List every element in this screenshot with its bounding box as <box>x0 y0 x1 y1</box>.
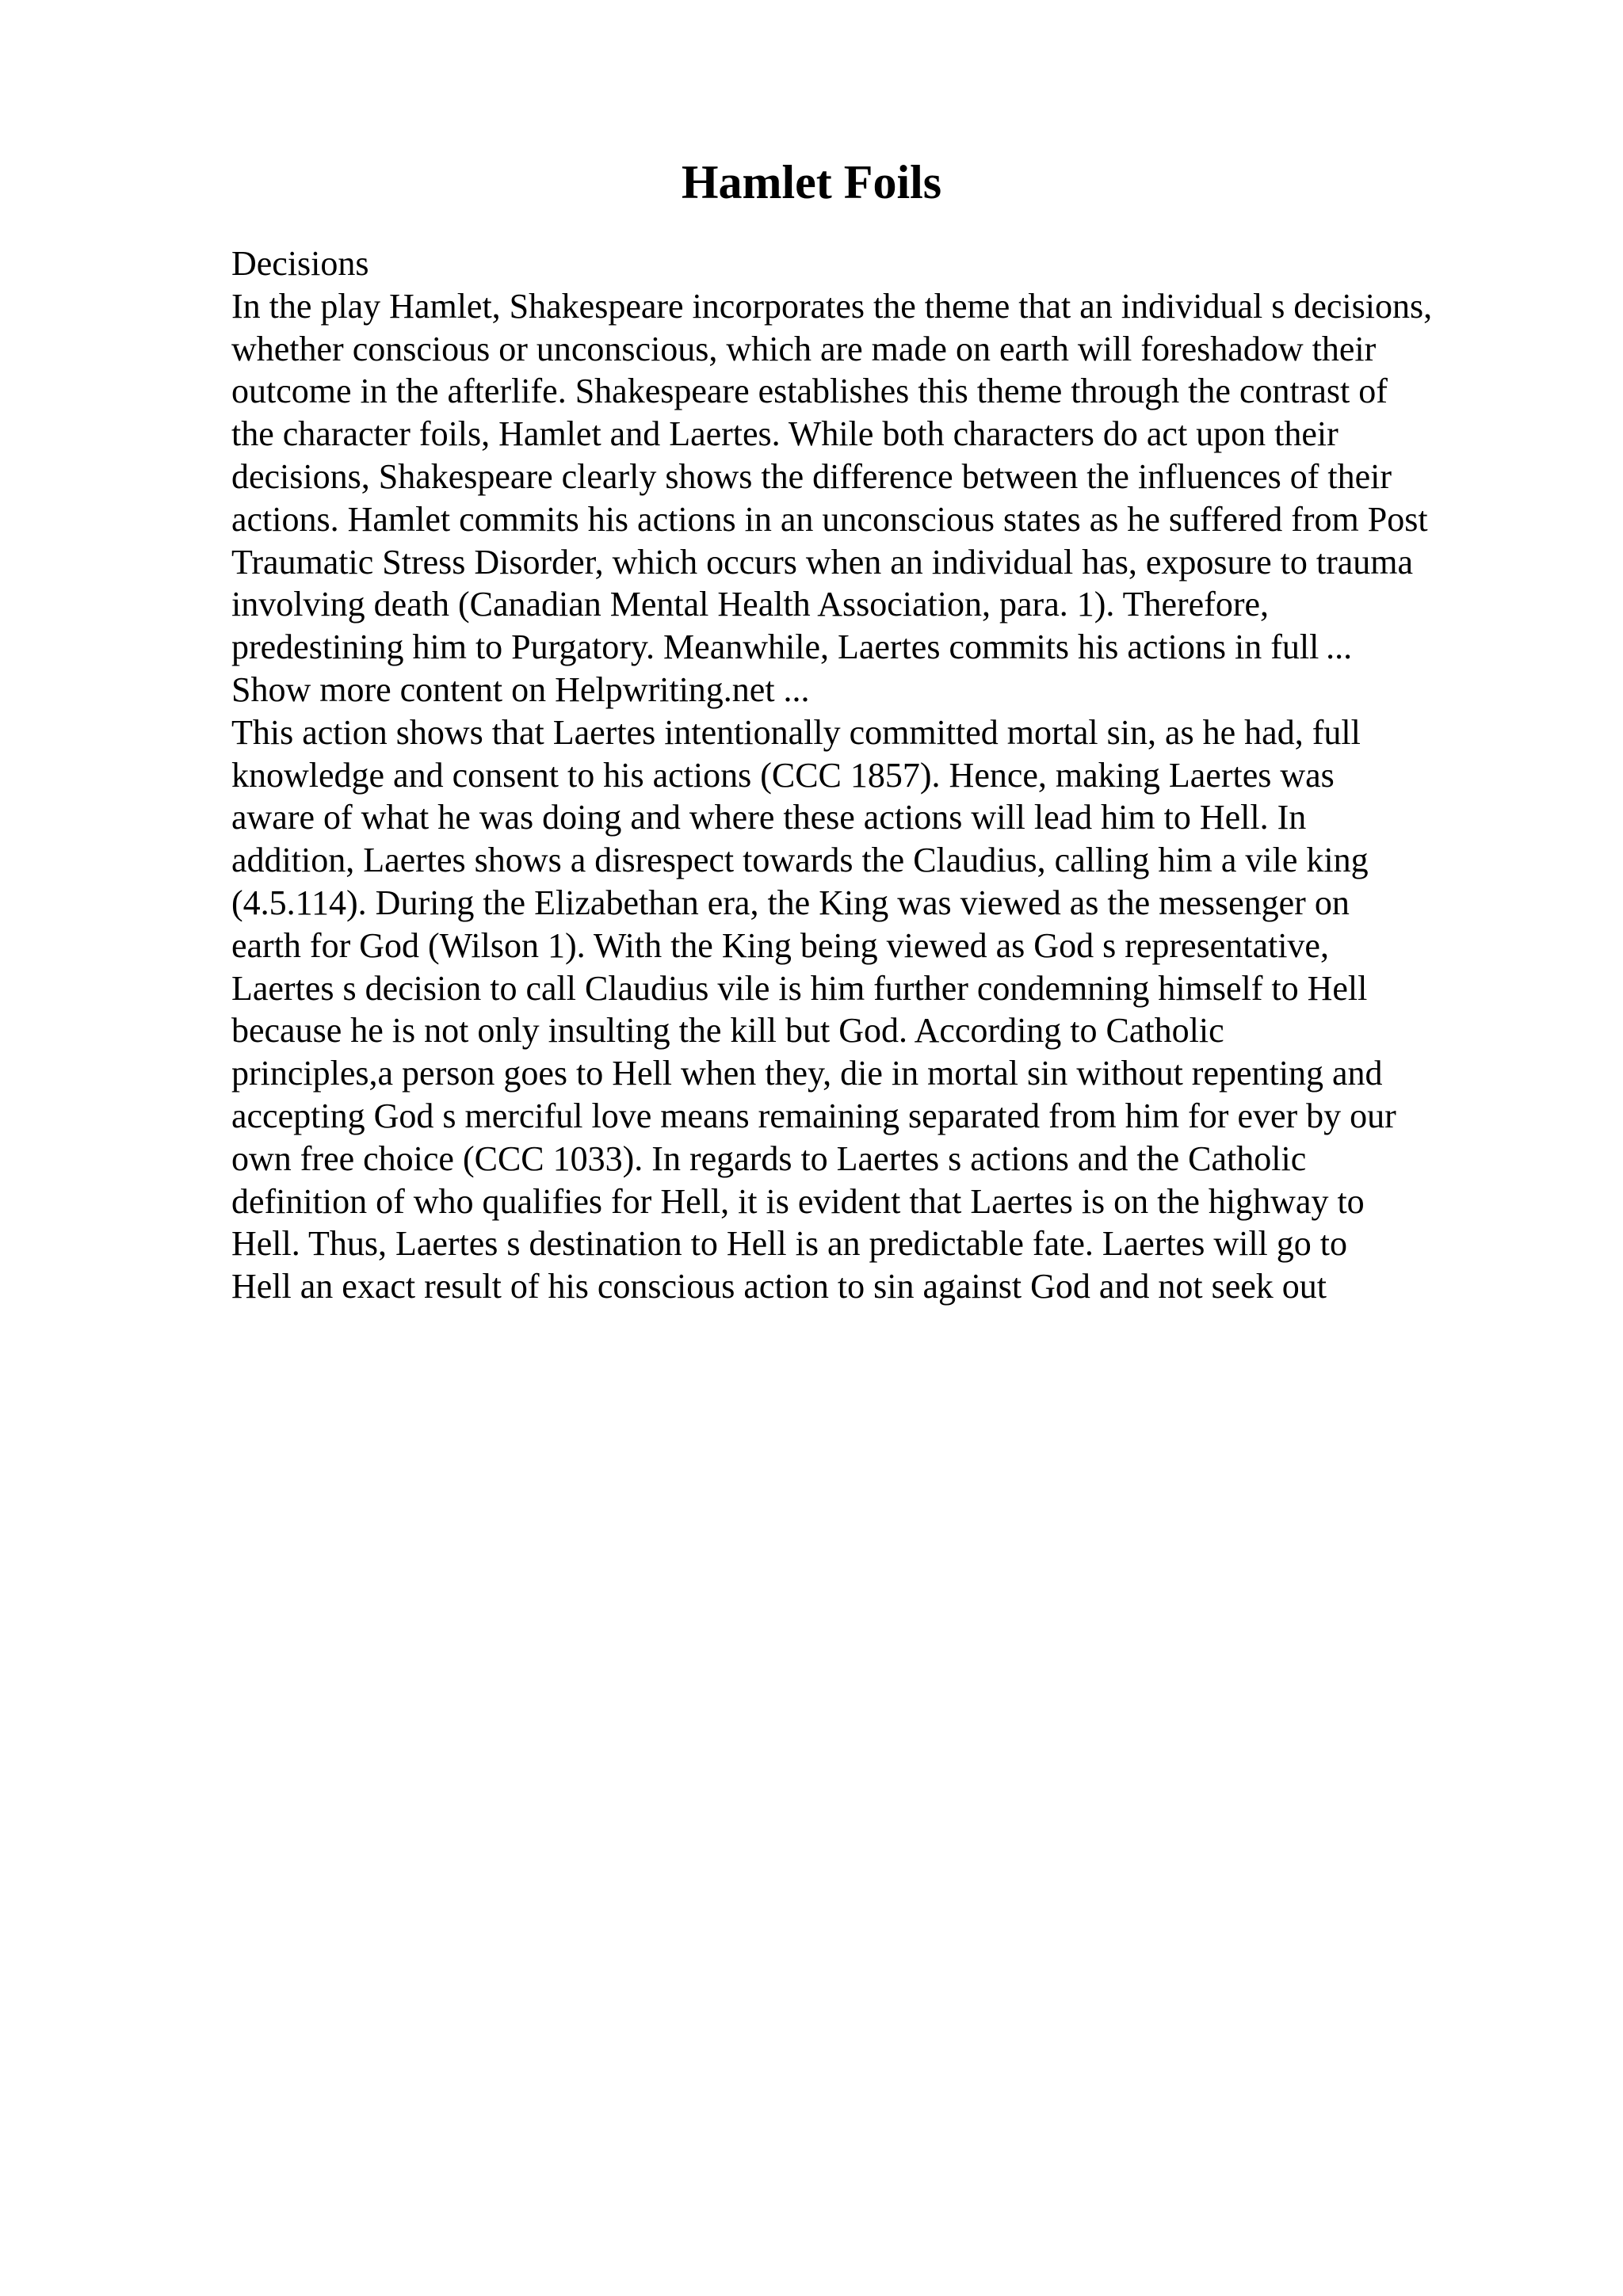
body-line: definition of who qualifies for Hell, it is evident that Laertes is on the highway to <box>231 1181 1365 1221</box>
body-line: This action shows that Laertes intentionally committed mortal sin, as he had, full <box>231 712 1361 752</box>
body-line: (4.5.114). During the Elizabethan era, the King was viewed as the messenger on <box>231 883 1350 922</box>
show-more-link[interactable]: Show more content on Helpwriting.net ... <box>231 669 810 709</box>
body-line: addition, Laertes shows a disrespect towards the Claudius, calling him a vile king <box>231 841 1369 880</box>
body-line: Traumatic Stress Disorder, which occurs when an individual has, exposure to trauma <box>231 542 1414 582</box>
body-line: principles,a person goes to Hell when they, die in mortal sin without repenting and <box>231 1054 1383 1093</box>
body-line: aware of what he was doing and where these actions will lead him to Hell. In <box>231 798 1307 837</box>
body-line: actions. Hamlet commits his actions in an unconscious states as he suffered from Post <box>231 499 1428 539</box>
body-line: Decisions <box>231 244 369 283</box>
body-line: Hell. Thus, Laertes s destination to Hell is an predictable fate. Laertes will go to <box>231 1224 1347 1264</box>
body-line: the character foils, Hamlet and Laertes. While both characters do act upon their <box>231 414 1338 454</box>
body-line: involving death (Canadian Mental Health Association, para. 1). Therefore, <box>231 585 1269 624</box>
body-line: own free choice (CCC 1033). In regards to Laertes s actions and the Catholic <box>231 1138 1307 1178</box>
body-line: because he is not only insulting the kill but God. According to Catholic <box>231 1011 1224 1051</box>
body-line: predestining him to Purgatory. Meanwhile, Laertes commits his actions in full ... <box>231 627 1353 667</box>
document-title: Hamlet Foils <box>681 156 942 208</box>
body-line: outcome in the afterlife. Shakespeare establishes this theme through the contrast of <box>231 372 1388 411</box>
body-line: decisions, Shakespeare clearly shows the difference between the influences of their <box>231 456 1392 496</box>
body-line: Laertes s decision to call Claudius vile is him further condemning himself to Hell <box>231 968 1368 1008</box>
body-line: whether conscious or unconscious, which are made on earth will foreshadow their <box>231 329 1377 368</box>
body-line: knowledge and consent to his actions (CCC 1857). Hence, making Laertes was <box>231 755 1335 795</box>
body-line: earth for God (Wilson 1). With the King being viewed as God s representative, <box>231 925 1329 965</box>
body-line: Hell an exact result of his conscious action to sin against God and not seek out <box>231 1267 1327 1306</box>
body-line: accepting God s merciful love means remaining separated from him for ever by our <box>231 1096 1396 1135</box>
body-line: In the play Hamlet, Shakespeare incorporates the theme that an individual s decisions, <box>231 286 1433 326</box>
document-body <box>231 242 1594 1308</box>
